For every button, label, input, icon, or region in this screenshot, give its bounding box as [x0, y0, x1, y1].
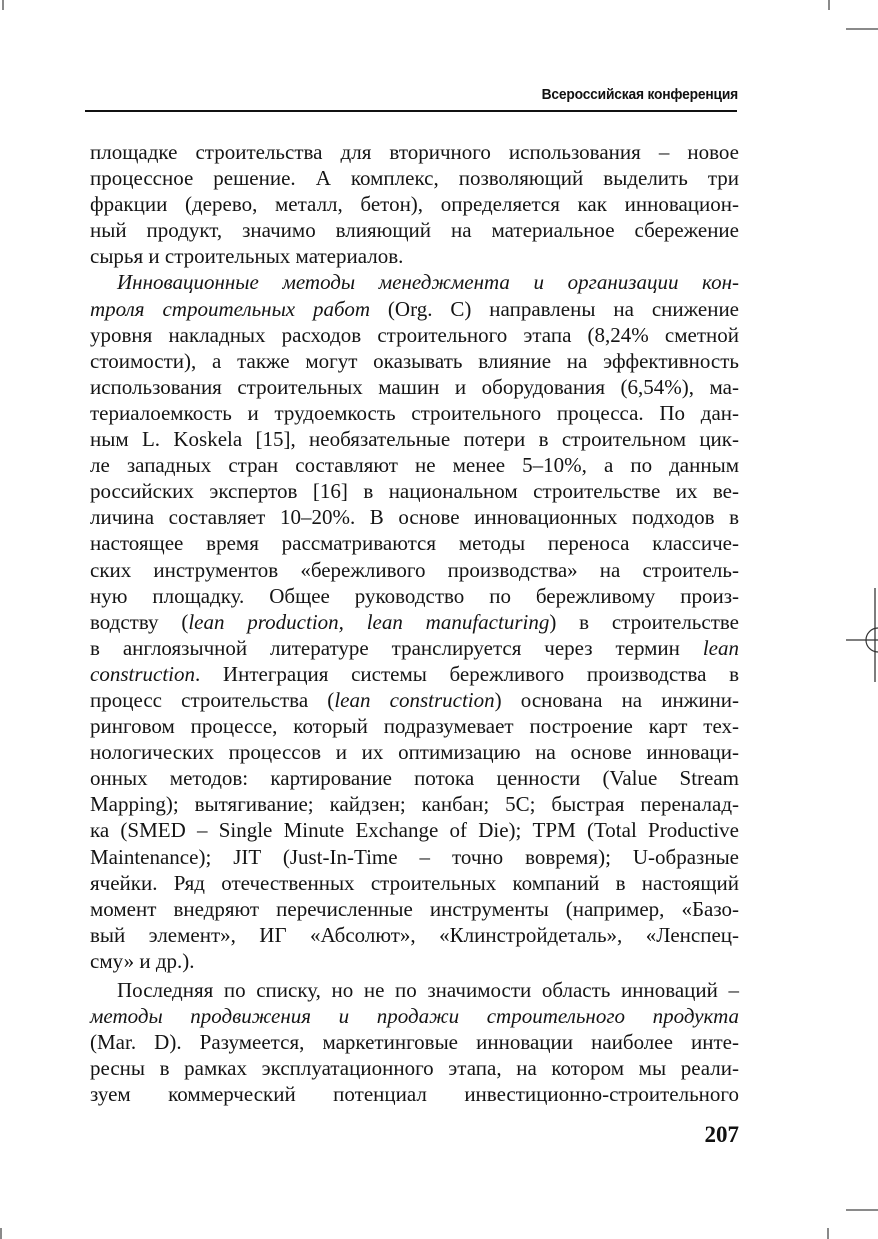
crop-mark-top-right-horizontal: [846, 28, 878, 30]
text-line: [90, 530, 739, 556]
text-line: [90, 1081, 739, 1107]
text-line: [90, 374, 739, 400]
text-run: настоящее время рассматриваются методы переноса классиче-: [90, 531, 739, 556]
text-line: [90, 269, 739, 295]
text-run: Последняя по списку, но не по значимости область инноваций –: [117, 978, 739, 1002]
text-run: териалоемкость и трудоемкость строительного процесса. По дан-: [90, 400, 739, 425]
text-run: процессное решение. А комплекс, позволяющий выделить три: [90, 166, 739, 191]
crop-mark-bottom-left: [0, 1228, 2, 1239]
crop-mark-top-left: [2, 0, 4, 10]
crop-mark-top-right: [828, 0, 830, 10]
text-run: ринговом процессе, который подразумевает построение карт тех-: [90, 714, 739, 739]
text-line: [90, 400, 739, 426]
text-run: российских экспертов [16] в национальном строительстве их ве-: [90, 479, 739, 504]
text-run: . Интеграция системы бережливого производства в: [195, 661, 739, 686]
text-line: [90, 844, 739, 870]
text-run: в англоязычной литературе транслируется через термин: [90, 635, 703, 660]
italic-text: lean: [702, 635, 739, 660]
text-run: ресны в рамках эксплуатационного этапа, на котором мы реали-: [90, 1056, 739, 1081]
text-line: [90, 870, 739, 896]
text-line: [90, 452, 739, 478]
italic-text: методы продвижения и продажи строительного продукта: [90, 1004, 739, 1029]
text-run: (Mar. D). Разумеется, маркетинговые инновации наиболее инте-: [90, 1030, 739, 1055]
text-line: [90, 609, 739, 635]
text-run: уровня накладных расходов строительного этапа (8,24% сметной: [90, 322, 739, 347]
text-line: [90, 791, 739, 817]
text-run: ) основана на инжини-: [494, 687, 739, 712]
text-line: [90, 348, 739, 374]
text-line: [90, 583, 739, 609]
italic-text: Инновационные методы менеджмента и организации кон-: [117, 270, 739, 295]
text-line: [90, 713, 739, 739]
italic-text: lean construction: [334, 687, 495, 712]
text-line: [90, 1029, 739, 1055]
text-line: [90, 977, 739, 1003]
text-line: [90, 687, 739, 713]
text-line: [90, 217, 739, 243]
text-line: [90, 896, 739, 922]
text-run: площадке строительства для вторичного использования – новое: [90, 140, 739, 164]
text-line: [90, 165, 739, 191]
text-line: [90, 635, 739, 661]
text-run: процесс строительства (: [90, 687, 335, 712]
text-line: [90, 661, 739, 687]
text-run: ских инструментов «бережливого производства» на строитель-: [90, 557, 739, 582]
text-run: ) в строительстве: [549, 609, 739, 634]
text-run: ный продукт, значимо влияющий на материальное сбережение: [90, 218, 739, 243]
text-line: [90, 1003, 739, 1029]
page-number: 207: [704, 1122, 739, 1147]
text-run: стоимости), а также могут оказывать влияние на эффективность: [90, 348, 739, 373]
crop-mark-bottom-right-horizontal: [846, 1209, 878, 1211]
text-run: водству (: [90, 609, 189, 634]
text-line: [90, 322, 739, 348]
text-line: [90, 1055, 739, 1081]
text-run: личина составляет 10–20%. В основе инновационных подходов в: [90, 505, 739, 530]
italic-text: троля строительных работ: [90, 296, 370, 321]
running-header-title: Всероссийская конференция: [541, 86, 738, 103]
text-line: [90, 765, 739, 791]
text-run: использования строительных машин и оборудования (6,54%), ма-: [90, 374, 739, 399]
text-line: [90, 296, 739, 322]
text-line: [90, 817, 739, 843]
text-run: Mapping); вытягивание; кайдзен; канбан; 5С; быстрая переналад-: [90, 792, 739, 817]
body-text: [90, 139, 739, 1107]
text-line: [90, 478, 739, 504]
text-run: ка (SMED – Single Minute Exchange of Die); TPM (Total Productive: [90, 818, 739, 843]
text-line: [90, 948, 739, 974]
text-run: вый элемент», ИГ «Абсолют», «Клинстройдеталь», «Ленспец-: [90, 922, 739, 947]
text-run: ным L. Koskela [15], необязательные потери в строительном цик-: [90, 427, 739, 452]
text-run: Maintenance); JIT (Just-In-Time – точно вовремя); U-образные: [90, 844, 739, 869]
text-line: [90, 426, 739, 452]
text-line: [90, 922, 739, 948]
text-run: сырья и строительных материалов.: [90, 244, 404, 269]
italic-text: construction: [90, 661, 195, 686]
text-line: [90, 139, 739, 165]
text-run: ячейки. Ряд отечественных строительных компаний в настоящий: [90, 870, 739, 895]
crop-mark-bottom-right: [827, 1228, 829, 1239]
text-run: нологических процессов и их оптимизацию на основе инноваци-: [90, 740, 739, 765]
text-run: (Org. C) направлены на снижение: [370, 296, 740, 321]
text-line: [90, 504, 739, 530]
text-line: [90, 191, 739, 217]
text-line: [90, 557, 739, 583]
header-rule: [85, 110, 737, 112]
text-run: ле западных стран составляют не менее 5–10%, а по данным: [90, 453, 739, 478]
text-run: сму» и др.).: [90, 948, 195, 973]
registration-mark-icon: [840, 580, 878, 690]
text-run: фракции (дерево, металл, бетон), определяется как инновацион-: [90, 192, 739, 217]
text-run: онных методов: картирование потока ценности (Value Stream: [90, 766, 739, 791]
text-run: ную площадку. Общее руководство по бережливому произ-: [90, 583, 739, 608]
italic-text: lean production, lean manufacturing: [188, 609, 550, 634]
text-run: момент внедряют перечисленные инструменты (например, «Базо-: [90, 896, 739, 921]
text-run: зуем коммерческий потенциал инвестиционно-строительного: [90, 1082, 739, 1107]
text-line: [90, 739, 739, 765]
text-line: [90, 243, 739, 269]
